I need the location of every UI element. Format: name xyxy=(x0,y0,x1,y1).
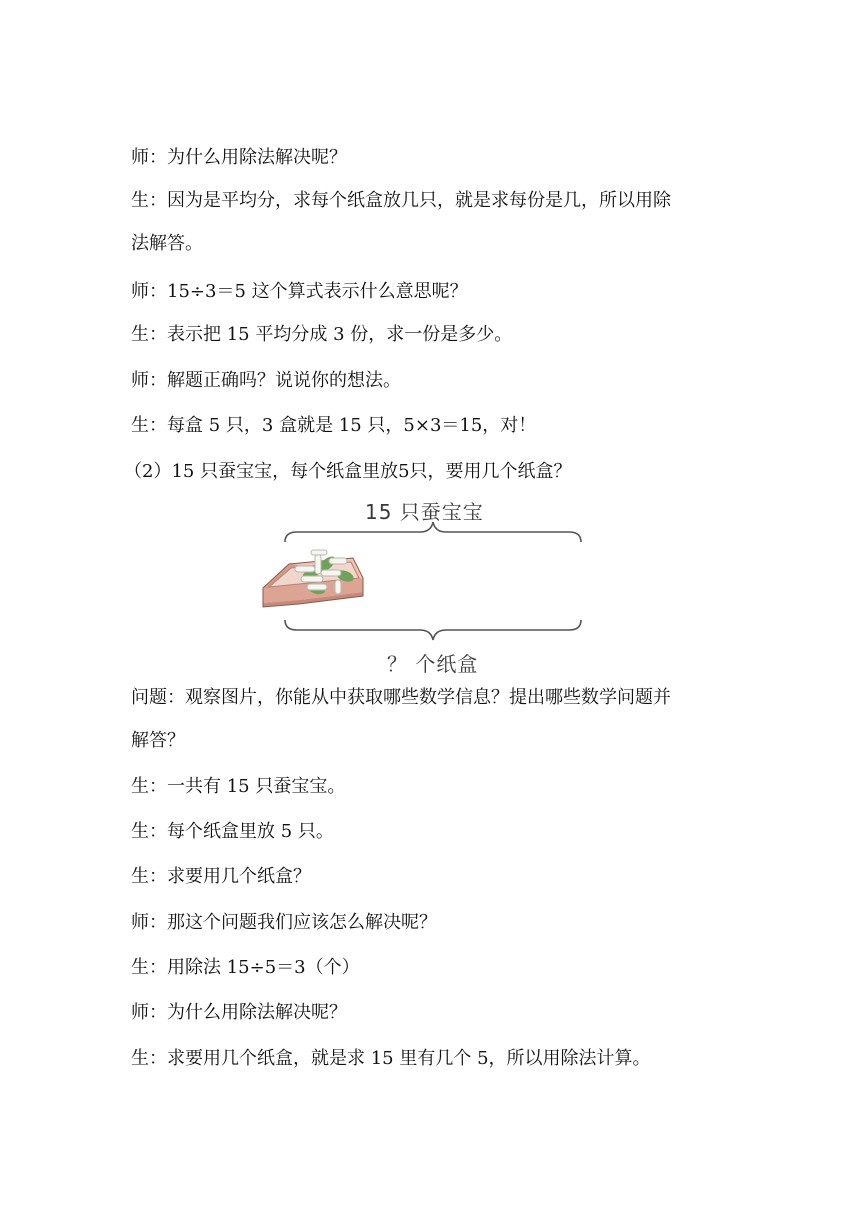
line-17: 生：求要用几个纸盒，就是求 15 里有几个 5，所以用除法计算。 xyxy=(131,1048,651,1069)
line-3: 法解答。 xyxy=(131,233,203,254)
line-10: 解答？ xyxy=(131,730,185,751)
figure-bottom-label: ？ 个纸盒 xyxy=(387,652,479,676)
line-13: 生：求要用几个纸盒？ xyxy=(131,866,311,887)
line-16: 师：为什么用除法解决呢？ xyxy=(131,1002,347,1023)
line-8: （2）15 只蚕宝宝，每个纸盒里放5只，要用几个纸盒？ xyxy=(124,461,572,482)
bottom-brace xyxy=(285,620,581,640)
silkworm-box-figure xyxy=(255,492,595,674)
line-1: 师：为什么用除法解决呢？ xyxy=(131,147,347,168)
line-11: 生：一共有 15 只蚕宝宝。 xyxy=(131,776,346,797)
line-9: 问题：观察图片，你能从中获取哪些数学信息？提出哪些数学问题并 xyxy=(131,687,671,708)
line-2: 生：因为是平均分，求每个纸盒放几只，就是求每份是几，所以用除 xyxy=(131,190,671,211)
figure-top-label: 15 只蚕宝宝 xyxy=(365,500,484,524)
line-12: 生：每个纸盒里放 5 只。 xyxy=(131,821,334,842)
line-14: 师：那这个问题我们应该怎么解决呢？ xyxy=(131,912,437,933)
line-7: 生：每盒 5 只，3 盒就是 15 只，5×3＝15，对！ xyxy=(131,415,537,436)
top-brace xyxy=(285,522,581,542)
line-4: 师：15÷3＝5 这个算式表示什么意思呢？ xyxy=(131,281,468,302)
line-6: 师：解题正确吗？说说你的想法。 xyxy=(131,370,401,391)
line-15: 生：用除法 15÷5＝3（个） xyxy=(131,957,360,978)
line-5: 生：表示把 15 平均分成 3 份，求一份是多少。 xyxy=(131,324,513,345)
